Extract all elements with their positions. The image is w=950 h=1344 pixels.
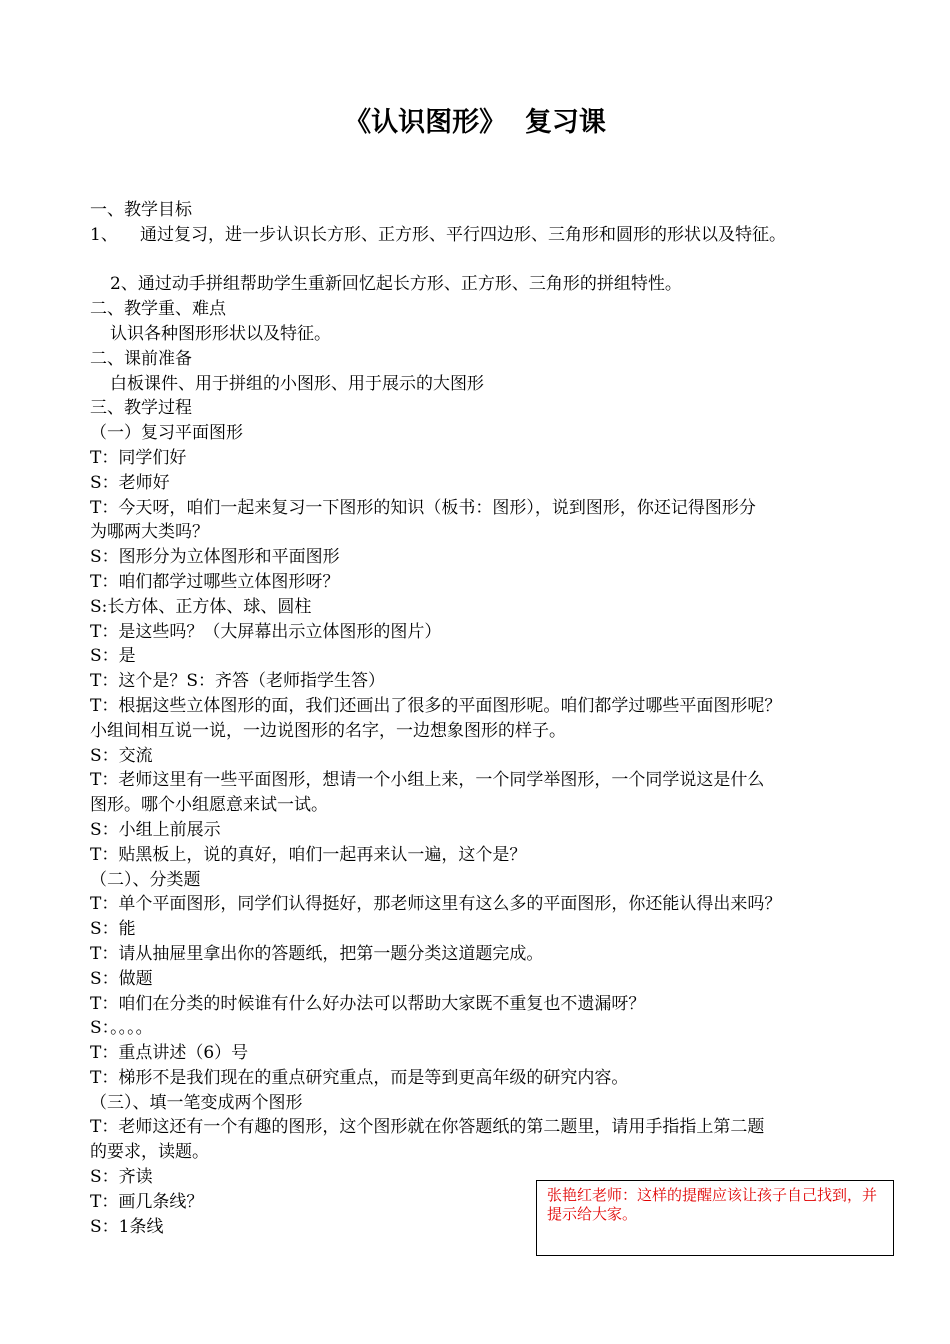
subsection-heading: （一）复习平面图形 bbox=[90, 423, 243, 444]
section-heading: 三、教学过程 bbox=[90, 398, 192, 419]
dialogue-line: T：咱们都学过哪些立体图形呀？ bbox=[90, 571, 340, 592]
dialogue-line: S：交流 bbox=[90, 745, 153, 766]
subsection-heading: （二）、分类题 bbox=[90, 869, 201, 890]
document-title: 《认识图形》 复习课 bbox=[344, 107, 606, 138]
dialogue-line: T：根据这些立体图形的面，我们还画出了很多的平面图形呢。咱们都学过哪些平面图形呢？ bbox=[90, 695, 782, 716]
objective-1 bbox=[90, 223, 890, 248]
key-points-text: 认识各种图形形状以及特征。 bbox=[110, 323, 331, 344]
dialogue-line: T：单个平面图形，同学们认得挺好，那老师这里有这么多的平面图形，你还能认得出来吗？ bbox=[90, 894, 782, 915]
dialogue-line: T：是这些吗？（大屏幕出示立体图形的图片） bbox=[90, 621, 442, 642]
dialogue-line: 图形。哪个小组愿意来试一试。 bbox=[90, 795, 328, 816]
dialogue-line: S：齐读 bbox=[90, 1167, 153, 1188]
blank-line bbox=[90, 248, 890, 273]
dialogue-line: T：贴黑板上，说的真好，咱们一起再来认一遍，这个是？ bbox=[90, 844, 527, 865]
dialogue-line: T：今天呀，咱们一起来复习一下图形的知识（板书：图形），说到图形，你还记得图形分 bbox=[90, 497, 756, 518]
dialogue-line: T：画几条线？ bbox=[90, 1191, 204, 1212]
dialogue-line: S：。。。。 bbox=[90, 1018, 153, 1039]
preparation-text: 白板课件、用于拼组的小图形、用于展示的大图形 bbox=[110, 373, 484, 394]
dialogue-line: T：老师这里有一些平面图形，想请一个小组上来，一个同学举图形，一个同学说这是什么 bbox=[90, 770, 765, 791]
review-comment: 张艳红老师：这样的提醒应该让孩子自己找到，并提示给大家。 bbox=[536, 1180, 894, 1256]
dialogue-line: T：同学们好 bbox=[90, 447, 187, 468]
dialogue-line: 的要求，读题。 bbox=[90, 1142, 209, 1163]
dialogue-line: T：老师这还有一个有趣的图形，这个图形就在你答题纸的第二题里，请用手指指上第二题 bbox=[90, 1117, 765, 1138]
dialogue-line: T：重点讲述（6）号 bbox=[90, 1043, 249, 1064]
dialogue-line: S：老师好 bbox=[90, 472, 170, 493]
dialogue-line: S：1条线 bbox=[90, 1216, 164, 1237]
dialogue-line: S：能 bbox=[90, 919, 136, 940]
dialogue-line: S：图形分为立体图形和平面图形 bbox=[90, 547, 340, 568]
section-heading: 一、教学目标 bbox=[90, 200, 192, 220]
dialogue-line: S：是 bbox=[90, 646, 136, 667]
dialogue-line: T：咱们在分类的时候谁有什么好办法可以帮助大家既不重复也不遗漏呀？ bbox=[90, 993, 646, 1014]
dialogue-line: S：做题 bbox=[90, 968, 153, 989]
document-body bbox=[90, 198, 890, 1239]
dialogue-line: S:长方体、正方体、球、圆柱 bbox=[90, 596, 312, 617]
dialogue-line: 为哪两大类吗？ bbox=[90, 522, 209, 543]
dialogue-line: T：梯形不是我们现在的重点研究重点，而是等到更高年级的研究内容。 bbox=[90, 1067, 629, 1088]
dialogue-line: 小组间相互说一说，一边说图形的名字，一边想象图形的样子。 bbox=[90, 720, 566, 741]
objective-1-text: 通过复习，进一步认识长方形、正方形、平行四边形、三角形和圆形的形状以及特征。 bbox=[140, 224, 786, 245]
dialogue-line: T：请从抽屉里拿出你的答题纸，把第一题分类这道题完成。 bbox=[90, 943, 544, 964]
dialogue-line: T：这个是？S：齐答（老师指学生答） bbox=[90, 671, 385, 692]
section-heading: 二、教学重、难点 bbox=[90, 299, 226, 320]
dialogue-line: S：小组上前展示 bbox=[90, 819, 221, 840]
list-number: 1、 bbox=[90, 224, 118, 245]
section-heading: 二、课前准备 bbox=[90, 348, 192, 369]
objective-2: 2、通过动手拼组帮助学生重新回忆起长方形、正方形、三角形的拼组特性。 bbox=[110, 274, 682, 295]
subsection-heading: （三）、填一笔变成两个图形 bbox=[90, 1092, 303, 1113]
